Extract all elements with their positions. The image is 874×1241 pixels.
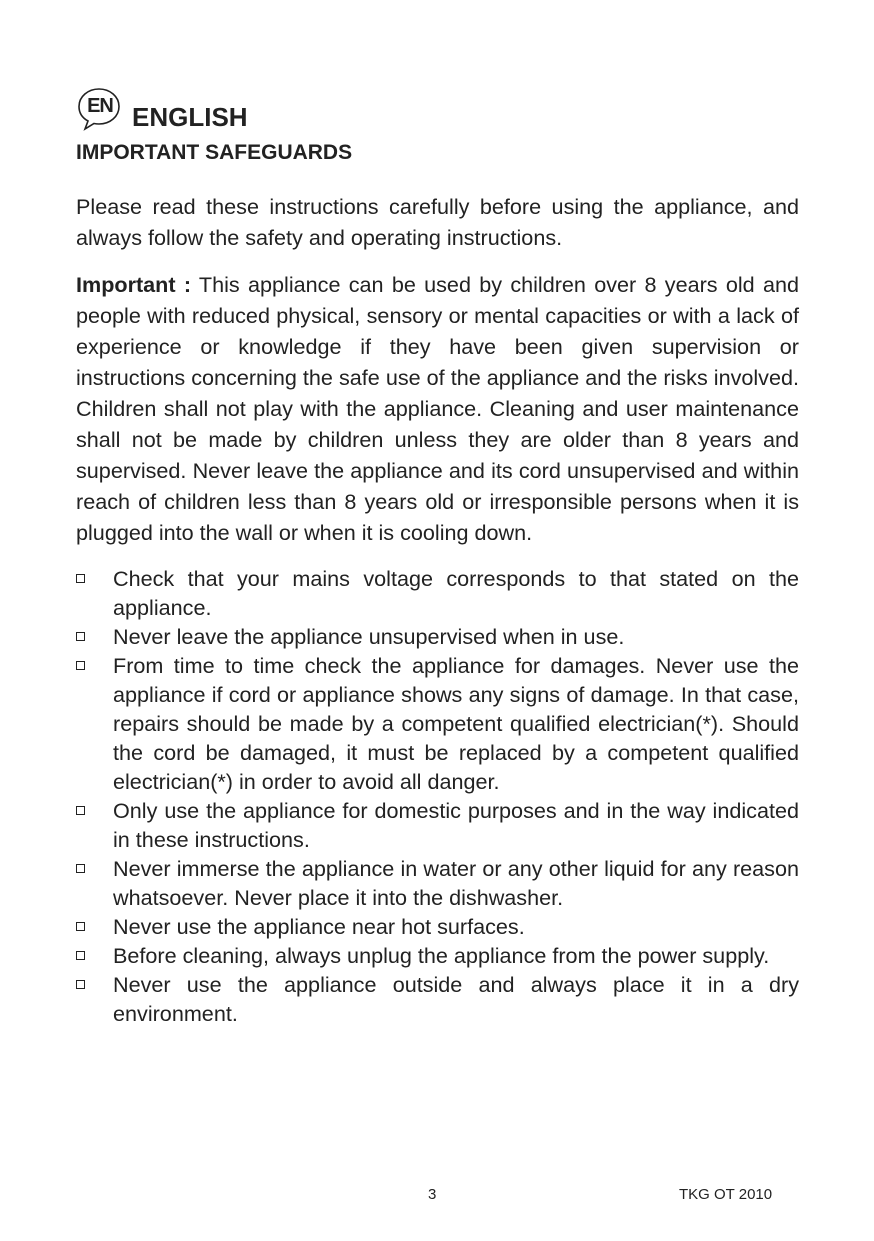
list-item: Never immerse the appliance in water or any other liquid for any reason whatsoever. Never place it into the dishwasher.: [76, 854, 799, 912]
list-item: Never use the appliance outside and always place it in a dry environment.: [76, 970, 799, 1028]
language-speech-bubble-icon: [76, 86, 122, 132]
list-item: Only use the appliance for domestic purposes and in the way indicated in these instructions.: [76, 796, 799, 854]
list-item: Before cleaning, always unplug the appliance from the power supply.: [76, 941, 799, 970]
page-number: 3: [428, 1186, 437, 1203]
section-title: IMPORTANT SAFEGUARDS: [76, 141, 353, 164]
checkbox-bullet-icon: [76, 806, 85, 815]
important-paragraph: [76, 269, 799, 548]
checkbox-bullet-icon: [76, 864, 85, 873]
important-text: This appliance can be used by children over 8 years old and people with reduced physical, sensory or mental capacities or with a lack of experience or knowledge if they have been given supervision or instructions concerning the safe use of the appliance and the risks involved. Children shall not play with the appliance. Cleaning and user maintenance shall not be made by children unless they are older than 8 years and supervised. Never leave the appliance and its cord unsupervised and within reach of children less than 8 years old or irresponsible persons when it is plugged into the wall or when it is cooling down.: [76, 272, 799, 545]
language-name: ENGLISH: [132, 102, 248, 132]
list-item: Never leave the appliance unsupervised when in use.: [76, 622, 799, 651]
list-item: Check that your mains voltage corresponds to that stated on the appliance.: [76, 564, 799, 622]
checkbox-bullet-icon: [76, 661, 85, 670]
language-header: [76, 82, 799, 132]
document-page: [76, 82, 799, 1028]
checkbox-bullet-icon: [76, 951, 85, 960]
checkbox-bullet-icon: [76, 980, 85, 989]
language-code: EN: [87, 95, 113, 117]
list-item: Never use the appliance near hot surfaces.: [76, 912, 799, 941]
checkbox-bullet-icon: [76, 922, 85, 931]
checkbox-bullet-icon: [76, 632, 85, 641]
safeguards-list: [76, 564, 799, 1028]
checkbox-bullet-icon: [76, 574, 85, 583]
list-item: From time to time check the appliance for damages. Never use the appliance if cord or appliance shows any signs of damage. In that case, repairs should be made by a competent qualified electrician(*). Should the cord be damaged, it must be replaced by a competent qualified electrician(*) in order to avoid all danger.: [76, 651, 799, 796]
important-label: Important :: [76, 272, 192, 297]
intro-paragraph: Please read these instructions carefully before using the appliance, and always follow the safety and operating instructions.: [76, 194, 799, 250]
model-number: TKG OT 2010: [679, 1186, 773, 1203]
